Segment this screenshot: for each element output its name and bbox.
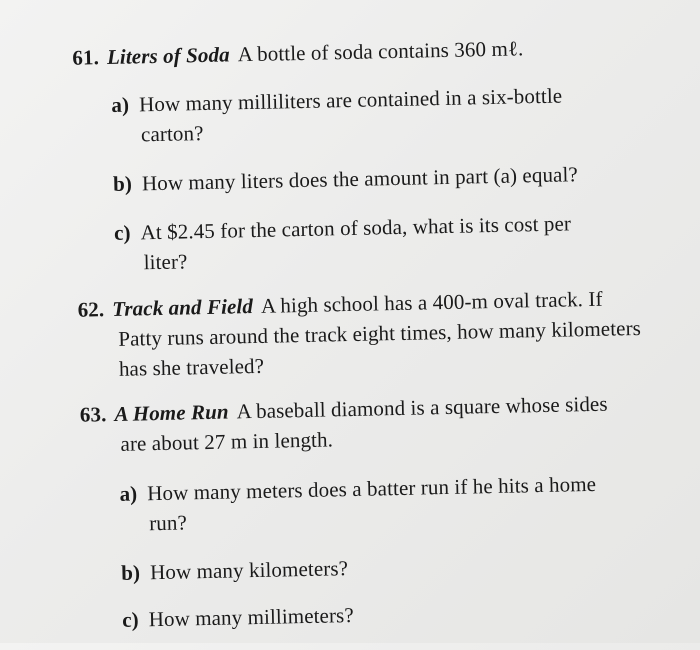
problem-title: Liters of Soda <box>106 42 230 70</box>
problem-63-part-a-cont: run? <box>148 510 188 536</box>
problem-61-part-b <box>113 162 578 197</box>
part-text: How many milliliters are contained in a six-bottle <box>138 83 563 117</box>
problem-62-line2: Patty runs around the track eight times, how many kilometers <box>118 315 642 351</box>
problem-text: A baseball diamond is a square whose sides <box>236 391 608 424</box>
problem-number: 62. <box>77 297 105 322</box>
part-label: a) <box>111 92 130 117</box>
problem-title: Track and Field <box>111 294 254 321</box>
problem-63-part-a <box>119 472 596 507</box>
part-label: b) <box>112 171 133 196</box>
problem-title: A Home Run <box>114 399 229 426</box>
problem-63-header <box>80 392 608 428</box>
part-text: At $2.45 for the carton of soda, what is its cost per <box>140 211 572 245</box>
problem-63-part-b <box>121 556 348 586</box>
problem-61-part-c-cont: liter? <box>143 249 188 275</box>
part-text: How many kilometers? <box>149 556 349 585</box>
problem-text: A bottle of soda contains 360 mℓ. <box>237 36 524 67</box>
problem-61-part-c <box>114 211 571 246</box>
problem-number: 61. <box>72 45 100 70</box>
problem-62-line3: has she traveled? <box>118 353 265 381</box>
part-text: How many meters does a batter run if he hits a home <box>147 471 597 506</box>
part-label: c) <box>121 607 139 632</box>
part-text: How many liters does the amount in part (a) equal? <box>141 162 579 196</box>
part-label: c) <box>113 220 131 245</box>
problem-number: 63. <box>79 402 107 427</box>
problem-63-line2: are about 27 m in length. <box>120 427 334 456</box>
problem-61-part-a <box>111 84 562 118</box>
part-label: a) <box>119 481 138 506</box>
problem-62-header <box>77 287 602 323</box>
problem-61-part-a-cont: carton? <box>140 121 204 147</box>
part-label: b) <box>120 560 141 585</box>
problem-61-header <box>72 36 523 70</box>
problem-63-part-c <box>122 603 354 633</box>
problem-text: A high school has a 400-m oval track. If <box>260 286 603 318</box>
part-text: How many millimeters? <box>148 602 354 632</box>
